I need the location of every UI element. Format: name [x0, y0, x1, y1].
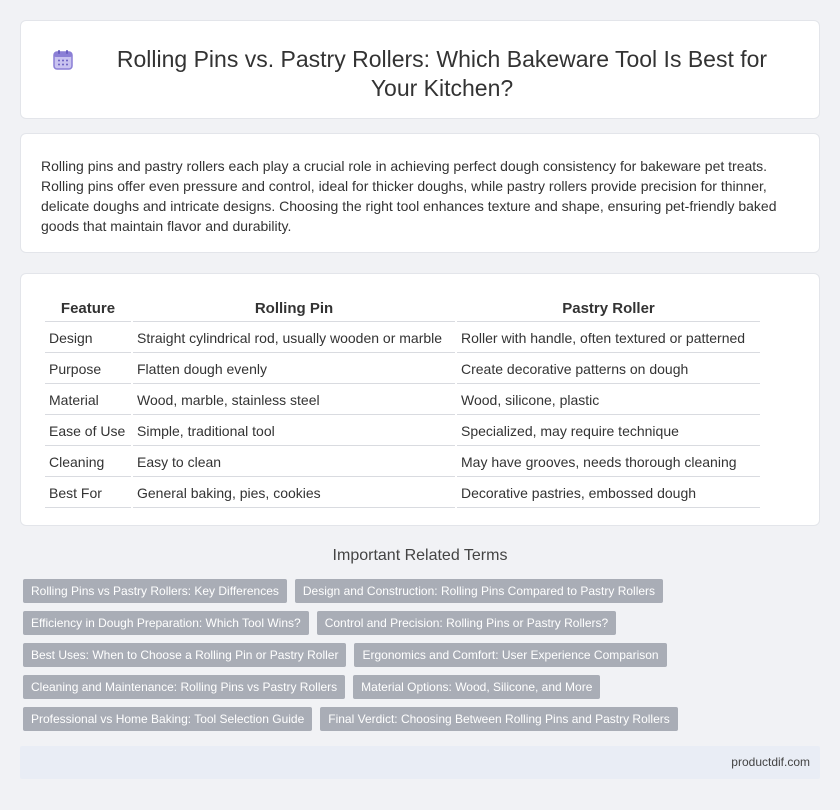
rolling-pin-cell: Easy to clean	[133, 448, 455, 477]
table-row	[45, 324, 760, 353]
footer-site-link[interactable]: productdif.com	[731, 755, 810, 769]
footer	[20, 746, 820, 779]
table-row	[45, 417, 760, 446]
rolling-pin-cell: Flatten dough evenly	[133, 355, 455, 384]
intro-card	[20, 133, 820, 253]
feature-cell: Design	[45, 324, 131, 353]
pastry-roller-cell: Create decorative patterns on dough	[457, 355, 760, 384]
header-card	[20, 20, 820, 119]
feature-cell: Cleaning	[45, 448, 131, 477]
related-term-tag[interactable]: Ergonomics and Comfort: User Experience Comparison	[354, 643, 666, 667]
rolling-pin-cell: General baking, pies, cookies	[133, 479, 455, 508]
pastry-roller-cell: Decorative pastries, embossed dough	[457, 479, 760, 508]
rolling-pin-cell: Simple, traditional tool	[133, 417, 455, 446]
related-terms-heading: Important Related Terms	[332, 547, 508, 564]
title-row	[21, 21, 819, 103]
related-term-tag[interactable]: Design and Construction: Rolling Pins Compared to Pastry Rollers	[295, 579, 663, 603]
header-feature: Feature	[45, 296, 131, 322]
related-terms-list	[23, 579, 823, 731]
related-term-tag[interactable]: Efficiency in Dough Preparation: Which Tool Wins?	[23, 611, 309, 635]
calendar-icon	[51, 48, 75, 72]
comparison-card	[20, 273, 820, 526]
pastry-roller-cell: May have grooves, needs thorough cleaning	[457, 448, 760, 477]
related-term-tag[interactable]: Best Uses: When to Choose a Rolling Pin or Pastry Roller	[23, 643, 346, 667]
intro-paragraph: Rolling pins and pastry rollers each play a crucial role in achieving perfect dough consistency for bakeware pet treats. Rolling pins offer even pressure and control, ideal for thicker doughs, while pastry rollers provide precision for thinner, delicate doughs and intricate designs. Choosing the right tool enhances texture and shape, ensuring pet-friendly baked goods that maintain flavor and durability.	[41, 158, 777, 234]
table-row	[45, 479, 760, 508]
header-rolling-pin: Rolling Pin	[133, 296, 455, 322]
related-term-tag[interactable]: Control and Precision: Rolling Pins or Pastry Rollers?	[317, 611, 616, 635]
comparison-table	[43, 294, 762, 510]
feature-cell: Material	[45, 386, 131, 415]
related-term-tag[interactable]: Professional vs Home Baking: Tool Selection Guide	[23, 707, 312, 731]
header-pastry-roller: Pastry Roller	[457, 296, 760, 322]
related-term-tag[interactable]: Final Verdict: Choosing Between Rolling Pins and Pastry Rollers	[320, 707, 678, 731]
page-title: Rolling Pins vs. Pastry Rollers: Which Bakeware Tool Is Best for Your Kitchen?	[116, 46, 768, 101]
related-term-tag[interactable]: Cleaning and Maintenance: Rolling Pins vs Pastry Rollers	[23, 675, 345, 699]
pastry-roller-cell: Roller with handle, often textured or patterned	[457, 324, 760, 353]
table-row	[45, 386, 760, 415]
table-row	[45, 355, 760, 384]
rolling-pin-cell: Straight cylindrical rod, usually wooden or marble	[133, 324, 455, 353]
related-term-tag[interactable]: Material Options: Wood, Silicone, and More	[353, 675, 600, 699]
feature-cell: Ease of Use	[45, 417, 131, 446]
pastry-roller-cell: Specialized, may require technique	[457, 417, 760, 446]
pastry-roller-cell: Wood, silicone, plastic	[457, 386, 760, 415]
feature-cell: Best For	[45, 479, 131, 508]
table-header-row	[45, 296, 760, 322]
rolling-pin-cell: Wood, marble, stainless steel	[133, 386, 455, 415]
table-row	[45, 448, 760, 477]
related-term-tag[interactable]: Rolling Pins vs Pastry Rollers: Key Differences	[23, 579, 287, 603]
feature-cell: Purpose	[45, 355, 131, 384]
